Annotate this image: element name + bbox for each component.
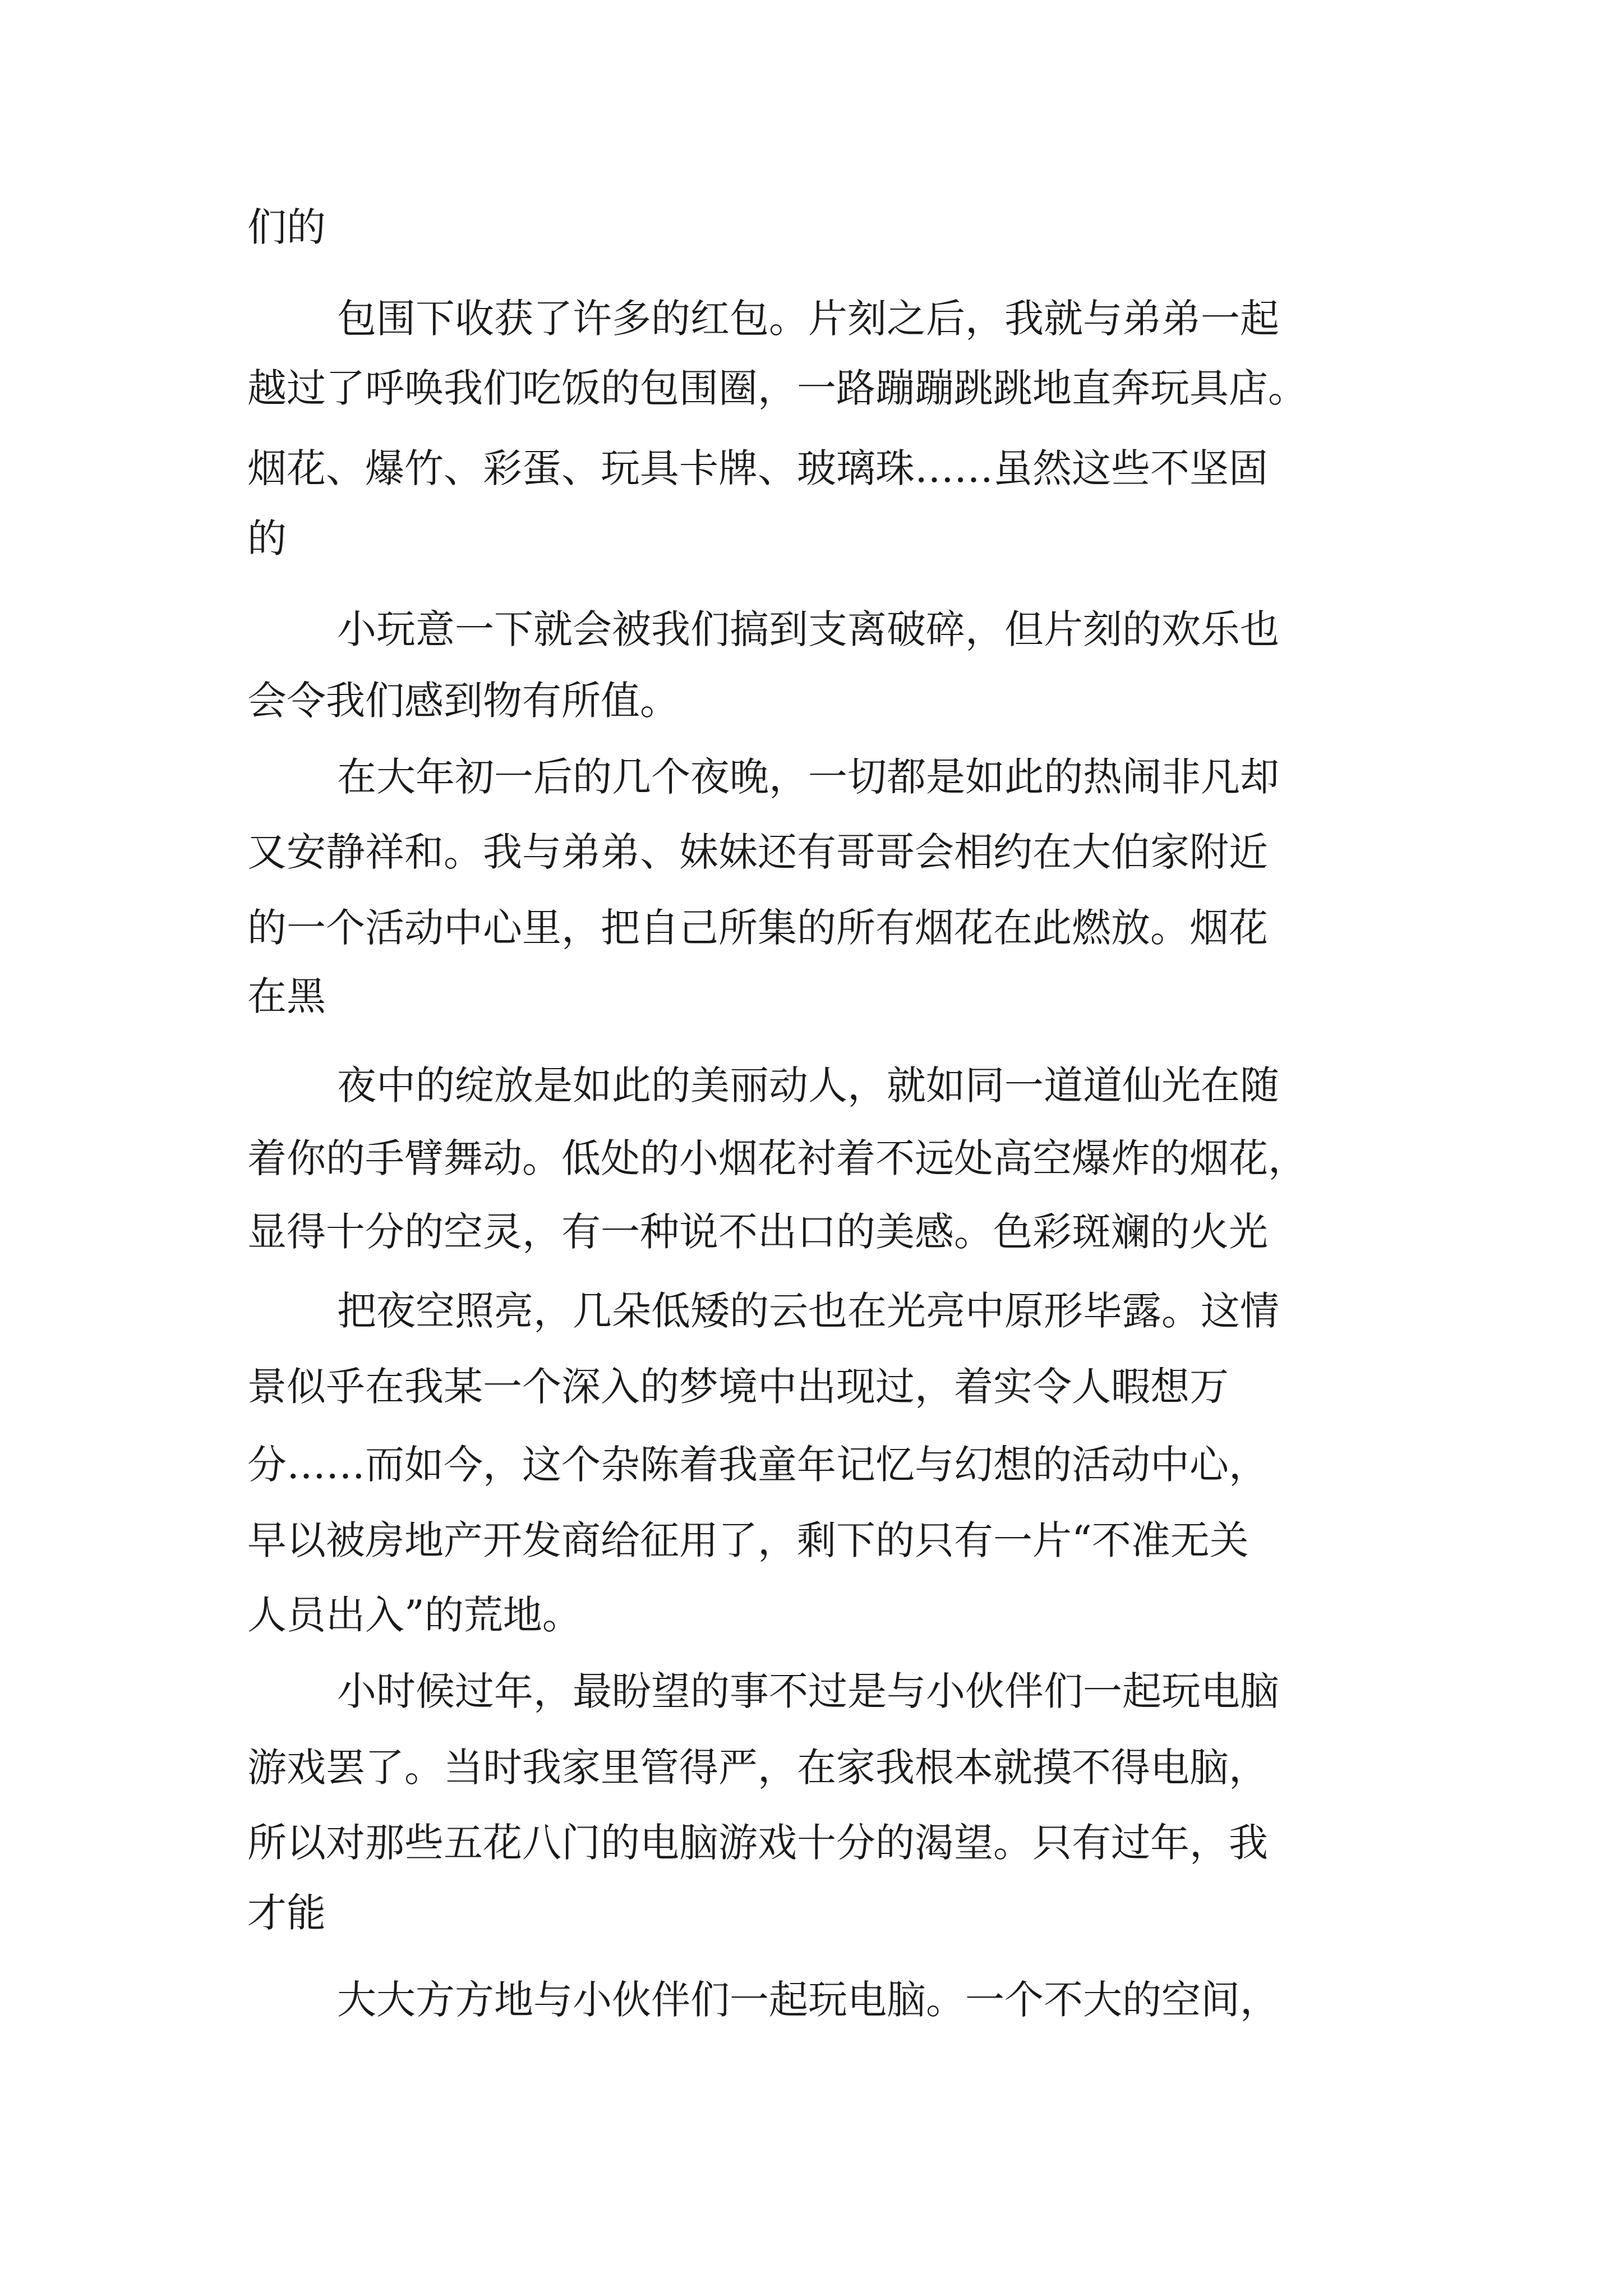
text-line: 着你的手臂舞动。低处的小烟花衬着不远处高空爆炸的烟花，: [247, 1135, 1307, 1181]
text-line: 在黑: [247, 973, 326, 1019]
text-line: 的一个活动中心里，把自己所集的所有烟花在此燃放。烟花: [247, 905, 1268, 951]
text-line: 小时候过年，最盼望的事不过是与小伙伴们一起玩电脑: [337, 1668, 1279, 1714]
text-line: 们的: [247, 204, 326, 250]
text-line: 大大方方地与小伙伴们一起玩电脑。一个不大的空间，: [337, 1977, 1279, 2023]
text-line: 分……而如今，这个杂陈着我童年记忆与幻想的活动中心，: [247, 1442, 1268, 1488]
text-line: 把夜空照亮，几朵低矮的云也在光亮中原形毕露。这情: [337, 1288, 1279, 1334]
text-line: 人员出入”的荒地。: [247, 1592, 582, 1638]
text-line: 的: [247, 516, 287, 562]
text-line: 才能: [247, 1890, 326, 1936]
text-line: 烟花、爆竹、彩蛋、玩具卡牌、玻璃珠……虽然这些不坚固: [247, 445, 1268, 491]
text-line: 早以被房地产开发商给征用了，剩下的只有一片“不准无关: [247, 1517, 1249, 1563]
text-line: 夜中的绽放是如此的美丽动人，就如同一道道仙光在随: [337, 1062, 1279, 1108]
text-line: 会令我们感到物有所值。: [247, 678, 679, 724]
text-line: 游戏罢了。当时我家里管得严，在家我根本就摸不得电脑，: [247, 1745, 1268, 1791]
text-line: 小玩意一下就会被我们搞到支离破碎，但片刻的欢乐也: [337, 606, 1279, 652]
text-line: 显得十分的空灵，有一种说不出口的美感。色彩斑斓的火光: [247, 1209, 1268, 1255]
text-line: 景似乎在我某一个深入的梦境中出现过，着实令人暇想万: [247, 1364, 1229, 1410]
text-line: 所以对那些五花八门的电脑游戏十分的渴望。只有过年，我: [247, 1820, 1268, 1866]
text-line: 包围下收获了许多的红包。片刻之后，我就与弟弟一起: [337, 296, 1279, 342]
text-line: 越过了呼唤我们吃饭的包围圈，一路蹦蹦跳跳地直奔玩具店。: [247, 365, 1307, 411]
text-line: 又安静祥和。我与弟弟、妹妹还有哥哥会相约在大伯家附近: [247, 829, 1268, 875]
text-line: 在大年初一后的几个夜晚，一切都是如此的热闹非凡却: [337, 754, 1279, 800]
